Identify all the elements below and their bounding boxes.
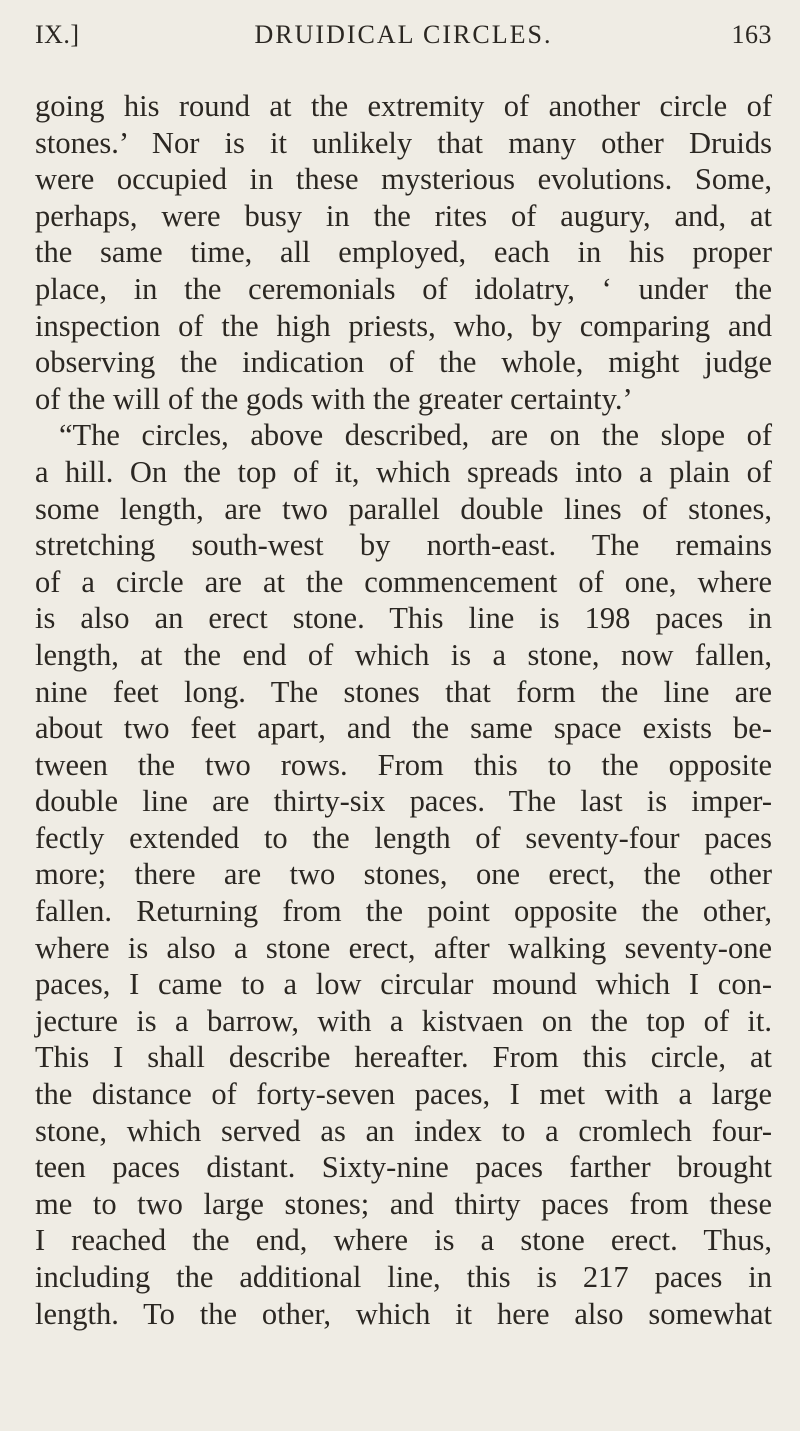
- text-line: going his round at the extremity of another circle of: [35, 89, 772, 123]
- text-line: the same time, all employed, each in his proper: [35, 235, 772, 270]
- text-line: length, at the end of which is a stone, now fallen,: [35, 637, 772, 672]
- text-line: “The circles, above described, are on the slope of: [59, 418, 772, 453]
- text-line: tween the two rows. From this to the opposite: [35, 747, 772, 782]
- text-line: about two feet apart, and the same space exists be-: [35, 711, 772, 746]
- text-line: is also an erect stone. This line is 198 paces in: [35, 601, 772, 636]
- text-line: jecture is a barrow, with a kistvaen on the top of it.: [35, 1003, 772, 1038]
- text-line: observing the indication of the whole, might judge: [35, 345, 772, 380]
- running-title: DRUIDICAL CIRCLES.: [254, 20, 553, 49]
- text-line: me to two large stones; and thirty paces from these: [35, 1186, 772, 1221]
- text-line: of a circle are at the commencement of one, where: [35, 564, 772, 599]
- text-line: including the additional line, this is 217 paces in: [35, 1260, 772, 1294]
- text-line: teen paces distant. Sixty-nine paces farther brought: [35, 1150, 772, 1185]
- text-line: where is also a stone erect, after walking seventy-one: [35, 930, 772, 965]
- text-line: were occupied in these mysterious evolutions. Some,: [35, 162, 772, 197]
- text-line: of the will of the gods with the greater certainty.’: [35, 381, 633, 416]
- text-line: stone, which served as an index to a cromlech four-: [35, 1113, 772, 1148]
- body-text: [35, 88, 772, 1332]
- text-line: nine feet long. The stones that form the line are: [35, 674, 772, 709]
- text-line: perhaps, were busy in the rites of augury, and, at: [35, 198, 772, 233]
- page-number: 163: [731, 20, 772, 49]
- running-header: [35, 20, 772, 60]
- text-line: more; there are two stones, one erect, the other: [35, 857, 772, 892]
- text-line: paces, I came to a low circular mound which I con-: [35, 967, 772, 1002]
- text-line: This I shall describe hereafter. From this circle, at: [35, 1040, 772, 1075]
- text-line: length. To the other, which it here also somewhat: [35, 1296, 772, 1331]
- text-line: the distance of forty-seven paces, I met with a large: [35, 1077, 772, 1112]
- text-line: inspection of the high priests, who, by comparing and: [35, 308, 772, 343]
- text-line: some length, are two parallel double lines of stones,: [35, 491, 772, 526]
- text-line: I reached the end, where is a stone erect. Thus,: [35, 1223, 772, 1258]
- text-line: a hill. On the top of it, which spreads into a plain of: [35, 454, 772, 489]
- text-line: stones.’ Nor is it unlikely that many other Druids: [35, 125, 772, 160]
- text-line: stretching south-west by north-east. The remains: [35, 528, 772, 563]
- chapter-number: IX.]: [35, 20, 80, 49]
- text-line: double line are thirty-six paces. The last is imper-: [35, 784, 772, 819]
- text-line: fectly extended to the length of seventy-four paces: [35, 820, 772, 855]
- text-line: place, in the ceremonials of idolatry, ‘ under the: [35, 271, 772, 306]
- text-line: fallen. Returning from the point opposite the other,: [35, 894, 772, 929]
